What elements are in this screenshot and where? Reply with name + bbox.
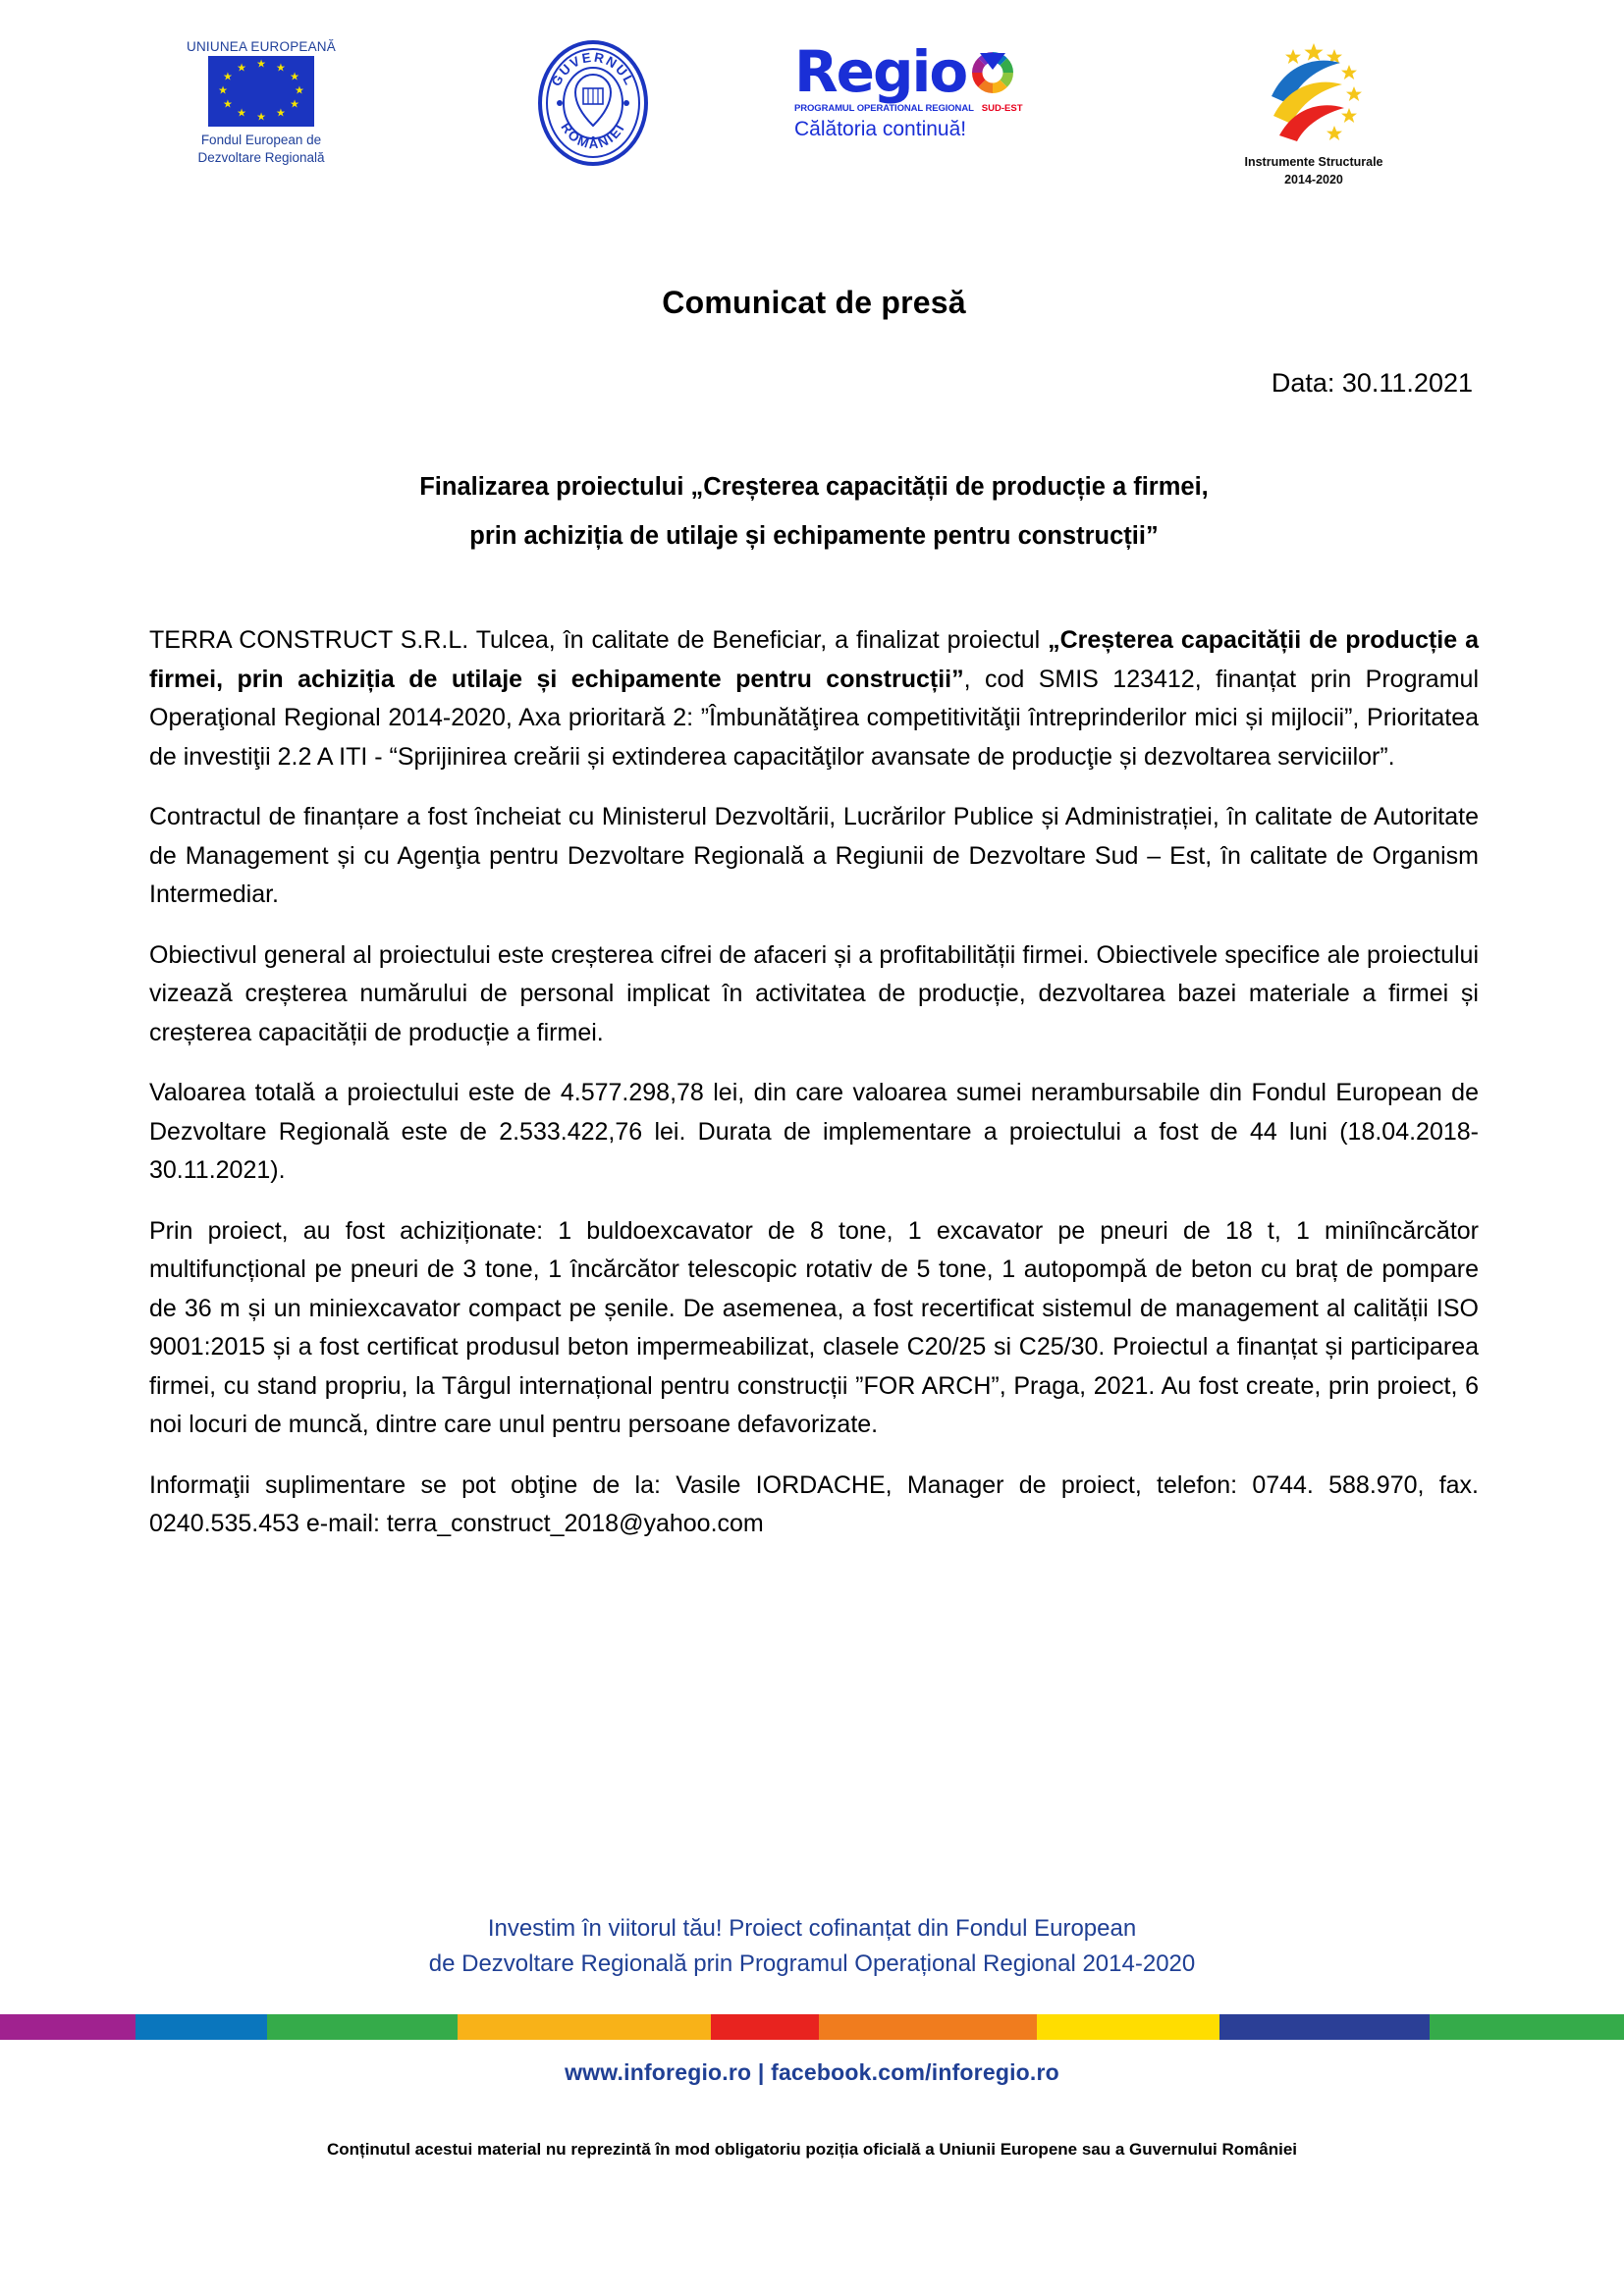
- footer-disclaimer: Conținutul acestui material nu reprezintă în mod obligatoriu poziția oficială a Uniunii Europene sau a Guvernului României: [326, 2140, 1298, 2159]
- color-bar-segment-3: [458, 2014, 711, 2040]
- footer-slogan-line-2: de Dezvoltare Regională prin Programul Operațional Regional 2014-2020: [428, 1950, 1196, 1978]
- footer-slogan-line-1: Investim în viitorul tău! Proiect cofinanțat din Fondul European: [487, 1915, 1137, 1942]
- paragraph-value: Valoarea totală a proiectului este de 4.577.298,78 lei, din care valoarea sumei nerambursabile din Fondul European de Dezvoltare Regională este de 2.533.422,76 lei. Durata de implementare a proiectului a fost de 44 luni (18.04.2018-30.11.2021).: [149, 1079, 1479, 1185]
- instrumente-caption-line2: 2014-2020: [1284, 173, 1343, 187]
- color-bar-segment-8: [1430, 2014, 1624, 2040]
- color-bar-segment-2: [267, 2014, 458, 2040]
- eu-caption-bottom-line2: Dezvoltare Regională: [197, 150, 325, 166]
- color-bar-segment-0: [0, 2014, 135, 2040]
- instrumente-caption-line1: Instrumente Structurale: [1244, 155, 1383, 169]
- subtitle-line-1: Finalizarea proiectului „Creșterea capacității de producție a firmei,: [419, 473, 1209, 501]
- footer-color-bar: [0, 2014, 1624, 2040]
- regio-region: SUD-EST: [981, 103, 1023, 114]
- document-subtitle: [149, 463, 1479, 561]
- paragraph-intro-part-1: TERRA CONSTRUCT S.R.L. Tulcea, în calitate de Beneficiar, a finalizat proiectul: [149, 626, 1049, 655]
- footer-links[interactable]: www.inforegio.ro | facebook.com/inforegio.ro: [565, 2059, 1059, 2085]
- color-bar-segment-6: [1037, 2014, 1219, 2040]
- document-date: Data: 30.11.2021: [1271, 368, 1473, 398]
- svg-text:GUVERNUL: GUVERNUL: [548, 49, 638, 89]
- paragraph-intro-part-2: , cod SMIS 123412, finanțat prin Programul Operaţional Regional 2014-2020, Axa prioritară 2: ”Îmbunătăţirea competitivităţii întreprinderilor mici și mijlocii”, Prioritatea de investiţii 2.2 A ITI - “Sprijinirea creării și extinderea capacităţilor avansate de producţie și dezvoltarea serviciilor”.: [149, 665, 1479, 771]
- paragraph-objectives: Obiectivul general al proiectului este creșterea cifrei de afaceri și a profitabilității firmei. Obiectivele specifice ale proiectului vizează creșterea numărului de personal implicat în activitatea de producție, dezvoltarea bazei materiale a firmei și creșterea capacității de producție a firmei.: [149, 940, 1479, 1046]
- svg-text:ROMÂNIEI: ROMÂNIEI: [558, 120, 628, 152]
- eu-flag-icon: ★ ★ ★ ★ ★ ★ ★ ★ ★ ★ ★ ★: [208, 56, 314, 127]
- paragraph-intro: [149, 621, 1479, 776]
- paragraph-contact: Informaţii suplimentare se pot obţine de la: Vasile IORDACHE, Manager de proiect, telefon: 0744. 588.970, fax. 0240.535.453 e-mail: terra_construct_2018@yahoo.com: [149, 1470, 1479, 1538]
- paragraph-contract: Contractul de finanțare a fost încheiat cu Ministerul Dezvoltării, Lucrărilor Publice și Administrației, în calitate de Autoritate de Management și cu Agenţia pentru Dezvoltare Regională a Regiunii de Dezvoltare Sud – Est, în calitate de Organism Intermediar.: [149, 803, 1479, 909]
- color-bar-segment-1: [135, 2014, 267, 2040]
- color-bar-segment-7: [1219, 2014, 1430, 2040]
- regio-wordmark: Regio: [794, 38, 967, 105]
- document-body: [149, 0, 1479, 1544]
- paragraph-equipment: Prin proiect, au fost achiziționate: 1 buldoexcavator de 8 tone, 1 excavator pe pneuri de 18 t, 1 miniîncărcător multifuncțional pe pneuri de 3 tone, 1 încărcător telescopic rotativ de 5 tone, 1 autopompă de beton cu braț de pompare de 36 m și un miniexcavator compact pe șenile. De asemenea, a fost recertificat sistemul de management al calității ISO 9001:2015 și a fost certificat produsul beton impermeabilizat, clasele C20/25 si C25/30. Proiectul a finanțat și participarea firmei, cu stand propriu, la Târgul internațional pentru construcții ”FOR ARCH”, Praga, 2021. Au fost create, prin proiect, 6 noi locuri de muncă, dintre care unul pentru persoane defavorizate.: [149, 1216, 1479, 1439]
- footer-slogan: [0, 1911, 1624, 1983]
- body-copy: [149, 621, 1479, 1544]
- regio-tagline: Călătoria continuă!: [794, 118, 967, 140]
- page-title: Comunicat de presă: [662, 285, 966, 320]
- subtitle-line-2: prin achiziția de utilaje și echipamente pentru construcții”: [469, 521, 1159, 550]
- color-bar-segment-4: [711, 2014, 819, 2040]
- eu-caption-top: UNIUNEA EUROPEANĂ: [187, 39, 336, 54]
- project-name-bold: „Creșterea capacității de producție a firmei, prin achiziția de utilaje și echipamente pentru construcții”: [149, 626, 1480, 693]
- eu-caption-bottom-line1: Fondul European de: [200, 133, 322, 147]
- color-bar-segment-5: [819, 2014, 1037, 2040]
- regio-subtitle: PROGRAMUL OPERATIONAL REGIONAL: [794, 103, 974, 114]
